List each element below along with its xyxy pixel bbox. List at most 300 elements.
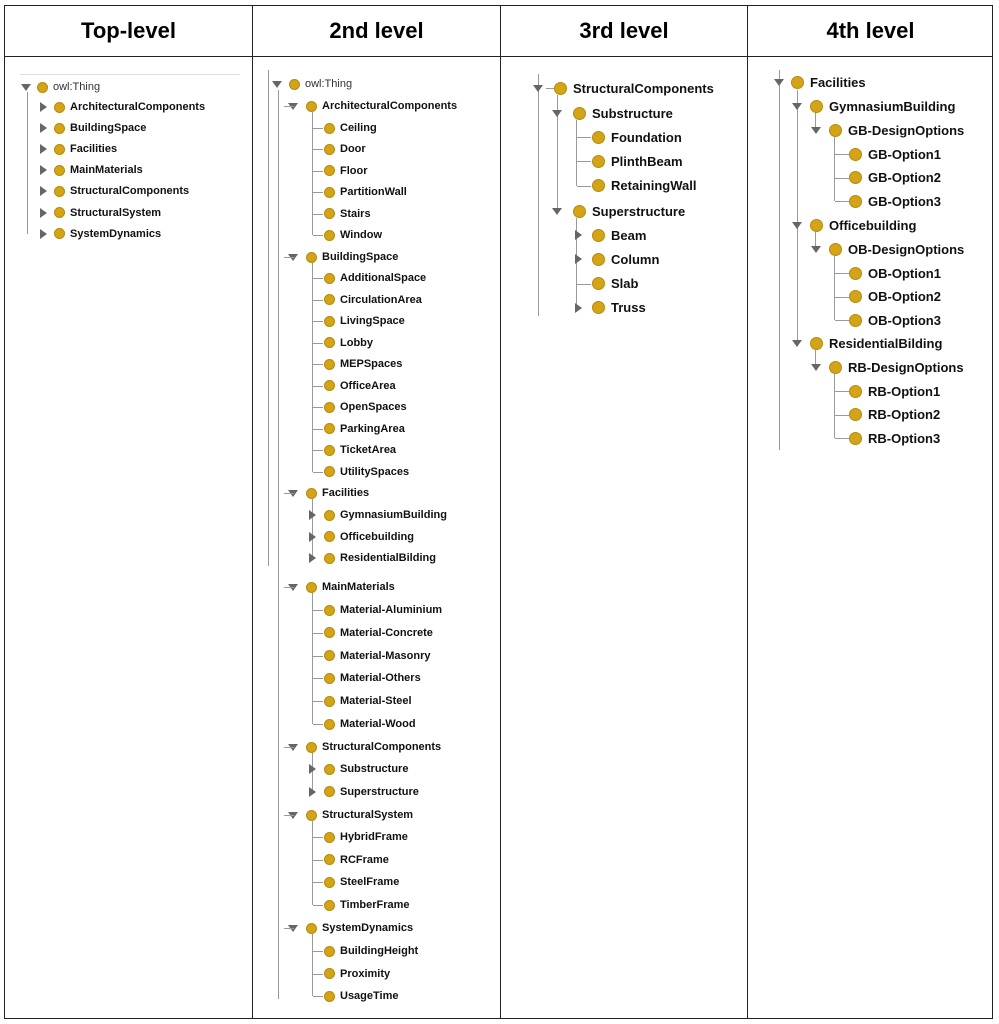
- class-dot-icon: [324, 991, 335, 1002]
- tree-node-label: AdditionalSpace: [340, 272, 427, 284]
- tree-connector: [577, 284, 591, 285]
- tree-node-label: ArchitecturalComponents: [322, 100, 458, 112]
- tree-node[interactable]: [306, 485, 369, 501]
- tree-node[interactable]: [849, 170, 941, 186]
- tree-node-label: UtilitySpaces: [340, 465, 410, 478]
- tree-connector: [835, 201, 849, 202]
- collapse-toggle-icon[interactable]: [811, 127, 821, 134]
- collapse-toggle-icon[interactable]: [774, 79, 784, 86]
- class-dot-icon: [324, 696, 335, 707]
- class-dot-icon: [324, 510, 335, 521]
- class-dot-icon: [849, 408, 862, 421]
- tree-node-label: GB-Option2: [868, 170, 941, 186]
- tree-connector: [577, 137, 591, 138]
- tree-connector: [278, 90, 279, 999]
- class-dot-icon: [324, 627, 335, 638]
- tree-node[interactable]: [324, 852, 389, 868]
- tree-node[interactable]: [324, 356, 402, 372]
- class-dot-icon: [592, 131, 605, 144]
- tree-connector: [268, 70, 269, 566]
- class-dot-icon: [306, 582, 317, 593]
- class-dot-icon: [324, 165, 335, 176]
- class-dot-icon: [324, 230, 335, 241]
- tree-connector: [313, 837, 323, 838]
- tree-node-label: RetainingWall: [611, 178, 697, 194]
- tree-node-label: TicketArea: [340, 444, 397, 456]
- class-dot-icon: [324, 187, 335, 198]
- tree-node[interactable]: [54, 205, 161, 221]
- expand-toggle-icon[interactable]: [40, 165, 47, 175]
- tree-node-label: GB-DesignOptions: [848, 122, 965, 138]
- expand-toggle-icon[interactable]: [309, 764, 316, 774]
- expand-toggle-icon[interactable]: [309, 553, 316, 563]
- expand-toggle-icon[interactable]: [575, 230, 582, 240]
- class-dot-icon: [324, 877, 335, 888]
- collapse-toggle-icon[interactable]: [272, 81, 282, 88]
- class-dot-icon: [592, 301, 605, 314]
- tree-node[interactable]: [573, 105, 673, 121]
- tree-node[interactable]: [829, 241, 964, 257]
- tree-connector: [313, 171, 323, 172]
- tree-node-label: Material-Concrete: [340, 626, 433, 639]
- column-title-second-level: 2nd level: [329, 18, 424, 43]
- tree-node[interactable]: [791, 74, 866, 90]
- tree-node[interactable]: [54, 99, 205, 115]
- tree-node-label: OpenSpaces: [340, 401, 407, 413]
- class-dot-icon: [324, 123, 335, 134]
- class-dot-icon: [54, 207, 65, 218]
- tree-connector: [313, 951, 323, 952]
- tree-node-label: OfficeArea: [340, 379, 396, 392]
- tree-node[interactable]: [306, 807, 413, 823]
- tree-node[interactable]: [324, 507, 447, 523]
- class-dot-icon: [324, 359, 335, 370]
- tree-node[interactable]: [306, 920, 413, 936]
- tree-node-label: GB-Option1: [868, 146, 941, 162]
- class-dot-icon: [810, 100, 823, 113]
- tree-node[interactable]: [306, 739, 441, 755]
- tree-node[interactable]: [324, 442, 396, 458]
- tree-node-label: RCFrame: [340, 853, 389, 866]
- tree-node-label: Facilities: [70, 143, 118, 156]
- tree-node[interactable]: [592, 129, 682, 145]
- tree-node[interactable]: [324, 378, 396, 394]
- tree-connector: [313, 214, 323, 215]
- class-dot-icon: [54, 102, 65, 113]
- tree-node[interactable]: [810, 335, 942, 351]
- tree-node-label: MainMaterials: [70, 164, 143, 177]
- tree-node[interactable]: [324, 292, 422, 308]
- expand-toggle-icon[interactable]: [40, 229, 47, 239]
- tree-node-label: Material-Aluminium: [340, 604, 443, 616]
- tree-connector: [538, 74, 539, 316]
- tree-node-label: Truss: [611, 300, 646, 316]
- collapse-toggle-icon[interactable]: [792, 340, 802, 347]
- tree-connector: [313, 300, 323, 301]
- class-dot-icon: [54, 144, 65, 155]
- class-dot-icon: [849, 290, 862, 303]
- tree-connector: [312, 934, 313, 996]
- tree-node[interactable]: [54, 120, 146, 136]
- tree-node-label: Facilities: [810, 74, 866, 90]
- class-dot-icon: [324, 402, 335, 413]
- tree-connector: [313, 149, 323, 150]
- tree-node-label: Officebuilding: [829, 217, 917, 233]
- tree-node-label: SteelFrame: [340, 876, 400, 889]
- tree-connector: [835, 320, 849, 321]
- tree-node[interactable]: [324, 966, 390, 982]
- expand-toggle-icon[interactable]: [40, 186, 47, 196]
- tree-connector: [834, 137, 835, 201]
- tree-node[interactable]: [324, 784, 419, 800]
- tree-node[interactable]: [324, 943, 418, 959]
- class-dot-icon: [306, 488, 317, 499]
- class-dot-icon: [324, 946, 335, 957]
- tree-node[interactable]: [849, 312, 941, 328]
- collapse-toggle-icon[interactable]: [792, 103, 802, 110]
- tree-node-label: MainMaterials: [322, 581, 395, 593]
- tree-node[interactable]: [306, 98, 457, 114]
- tree-node-label: Beam: [611, 227, 647, 243]
- tree-node-label: BuildingSpace: [322, 251, 399, 263]
- tree-connector: [284, 928, 294, 929]
- tree-node-label: Window: [340, 229, 383, 241]
- tree-node[interactable]: [324, 421, 405, 437]
- tree-node[interactable]: [592, 300, 646, 316]
- tree-node-label: owl:Thing: [53, 81, 101, 93]
- tree-node[interactable]: [573, 203, 685, 219]
- tree-node-label: RB-Option1: [868, 383, 941, 399]
- class-dot-icon: [37, 82, 48, 93]
- tree-node-label: Slab: [611, 276, 639, 292]
- expand-toggle-icon[interactable]: [309, 510, 316, 520]
- tree-node[interactable]: [324, 988, 399, 1004]
- tree-node-label: SystemDynamics: [322, 922, 414, 934]
- expand-toggle-icon[interactable]: [40, 123, 47, 133]
- class-dot-icon: [849, 171, 862, 184]
- tree-node-label: Proximity: [340, 967, 391, 980]
- tree-node[interactable]: [324, 761, 408, 777]
- tree-node[interactable]: [324, 206, 371, 222]
- collapse-toggle-icon[interactable]: [811, 364, 821, 371]
- expand-toggle-icon[interactable]: [40, 102, 47, 112]
- tree-connector: [313, 235, 323, 236]
- class-dot-icon: [829, 243, 842, 256]
- tree-node[interactable]: [592, 178, 696, 194]
- tree-connector: [284, 747, 294, 748]
- class-dot-icon: [324, 650, 335, 661]
- class-dot-icon: [324, 380, 335, 391]
- tree-node[interactable]: [849, 146, 941, 162]
- tree-node-label: Door: [340, 143, 366, 156]
- collapse-toggle-icon[interactable]: [552, 208, 562, 215]
- tree-node-label: StructuralComponents: [573, 80, 714, 96]
- tree-connector: [312, 499, 313, 558]
- tree-node[interactable]: [829, 359, 964, 375]
- class-dot-icon: [324, 605, 335, 616]
- tree-node-label: StructuralComponents: [322, 741, 442, 753]
- tree-node-label: ResidentialBilding: [340, 552, 436, 564]
- tree-node[interactable]: [324, 464, 409, 480]
- tree-node[interactable]: [54, 183, 189, 199]
- tree-node[interactable]: [324, 529, 414, 545]
- class-dot-icon: [324, 531, 335, 542]
- table-frame: [4, 5, 993, 1019]
- tree-node[interactable]: [324, 227, 382, 243]
- tree-node[interactable]: [554, 80, 714, 96]
- tree-node[interactable]: [849, 430, 940, 446]
- tree-node-label: Facilities: [322, 487, 370, 499]
- class-dot-icon: [324, 968, 335, 979]
- tree-node-label: OB-Option3: [868, 312, 941, 328]
- tree-connector: [797, 90, 798, 344]
- column-divider: [747, 5, 748, 1019]
- tree-connector: [835, 154, 849, 155]
- column-divider: [500, 5, 501, 1019]
- tree-node[interactable]: [324, 270, 426, 286]
- expand-toggle-icon[interactable]: [309, 532, 316, 542]
- class-dot-icon: [324, 719, 335, 730]
- tree-connector: [313, 364, 323, 365]
- tree-node-label: CirculationArea: [340, 293, 422, 306]
- tree-connector: [313, 974, 323, 975]
- tree-connector: [27, 92, 28, 234]
- tree-node-label: RB-Option3: [868, 430, 941, 446]
- tree-connector: [312, 263, 313, 472]
- class-dot-icon: [306, 252, 317, 263]
- tree-connector: [313, 996, 323, 997]
- tree-node[interactable]: [849, 193, 941, 209]
- class-dot-icon: [324, 764, 335, 775]
- tree-node-label: Material-Steel: [340, 695, 412, 708]
- tree-node[interactable]: [324, 141, 366, 157]
- tree-node[interactable]: [849, 383, 940, 399]
- column-divider: [252, 5, 253, 1019]
- tree-connector: [835, 415, 849, 416]
- panel-separator: [20, 74, 240, 75]
- tree-node[interactable]: [324, 335, 373, 351]
- tree-node[interactable]: [306, 579, 395, 595]
- class-dot-icon: [849, 195, 862, 208]
- column-title-third-level: 3rd level: [579, 18, 669, 43]
- tree-connector: [834, 374, 835, 438]
- collapse-toggle-icon[interactable]: [552, 110, 562, 117]
- tree-node[interactable]: [592, 227, 646, 243]
- tree-node[interactable]: [324, 648, 430, 664]
- tree-node-label: Superstructure: [340, 785, 419, 798]
- class-dot-icon: [324, 208, 335, 219]
- tree-node-label: StructuralComponents: [70, 185, 190, 198]
- tree-node-label: Substructure: [340, 763, 409, 775]
- expand-toggle-icon[interactable]: [575, 303, 582, 313]
- tree-node[interactable]: [324, 313, 405, 329]
- tree-node-label: BuildingHeight: [340, 945, 419, 957]
- tree-node[interactable]: [849, 289, 941, 305]
- tree-node[interactable]: [324, 874, 399, 890]
- column-title-top-level: Top-level: [81, 18, 176, 43]
- expand-toggle-icon[interactable]: [309, 787, 316, 797]
- tree-node[interactable]: [324, 120, 377, 136]
- class-dot-icon: [849, 267, 862, 280]
- class-dot-icon: [324, 273, 335, 284]
- class-dot-icon: [592, 253, 605, 266]
- tree-node-label: ArchitecturalComponents: [70, 101, 206, 113]
- class-dot-icon: [324, 900, 335, 911]
- class-dot-icon: [289, 79, 300, 90]
- tree-connector: [312, 593, 313, 724]
- tree-node[interactable]: [592, 153, 683, 169]
- tree-connector: [313, 724, 323, 725]
- class-dot-icon: [54, 165, 65, 176]
- expand-toggle-icon[interactable]: [575, 254, 582, 264]
- tree-node-label: GymnasiumBuilding: [340, 509, 447, 521]
- class-dot-icon: [829, 361, 842, 374]
- tree-node[interactable]: [324, 163, 368, 179]
- tree-node-label: OB-DesignOptions: [848, 241, 965, 257]
- tree-node[interactable]: [324, 716, 416, 732]
- tree-node-label: UsageTime: [340, 990, 399, 1003]
- tree-node-label: Lobby: [340, 336, 373, 349]
- tree-node-label: StructuralSystem: [70, 206, 162, 219]
- class-dot-icon: [54, 228, 65, 239]
- tree-node[interactable]: [54, 141, 117, 157]
- tree-node[interactable]: [324, 693, 412, 709]
- tree-node-label: RB-DesignOptions: [848, 359, 964, 375]
- collapse-toggle-icon[interactable]: [533, 85, 543, 92]
- tree-node[interactable]: [592, 251, 659, 267]
- tree-node-label: GymnasiumBuilding: [829, 98, 956, 114]
- class-dot-icon: [324, 854, 335, 865]
- tree-connector: [313, 386, 323, 387]
- collapse-toggle-icon[interactable]: [792, 222, 802, 229]
- tree-connector: [313, 429, 323, 430]
- class-dot-icon: [324, 144, 335, 155]
- tree-node-label: Officebuilding: [340, 530, 414, 543]
- tree-connector: [835, 297, 849, 298]
- tree-node-label: PlinthBeam: [611, 153, 683, 169]
- tree-connector: [577, 186, 591, 187]
- class-dot-icon: [791, 76, 804, 89]
- tree-node[interactable]: [54, 162, 143, 178]
- tree-connector: [313, 128, 323, 129]
- tree-connector: [546, 88, 554, 89]
- tree-node[interactable]: [324, 829, 408, 845]
- tree-connector: [313, 905, 323, 906]
- tree-node[interactable]: [849, 407, 940, 423]
- expand-toggle-icon[interactable]: [40, 144, 47, 154]
- tree-node-label: Stairs: [340, 207, 371, 220]
- tree-node-label: Ceiling: [340, 122, 377, 134]
- class-dot-icon: [849, 148, 862, 161]
- tree-node-label: MEPSpaces: [340, 358, 403, 370]
- class-dot-icon: [592, 155, 605, 168]
- tree-node-label: Material-Others: [340, 672, 421, 685]
- tree-connector: [313, 860, 323, 861]
- tree-connector: [779, 70, 780, 450]
- tree-connector: [313, 701, 323, 702]
- class-dot-icon: [592, 277, 605, 290]
- header-divider: [4, 56, 993, 57]
- tree-connector: [835, 178, 849, 179]
- tree-node[interactable]: [810, 98, 955, 114]
- tree-node-label: owl:Thing: [305, 78, 353, 90]
- column-title-fourth-level: 4th level: [826, 18, 915, 43]
- tree-connector: [313, 610, 323, 611]
- tree-node[interactable]: [324, 897, 410, 913]
- tree-connector: [313, 656, 323, 657]
- tree-node-label: Floor: [340, 164, 368, 177]
- tree-connector: [313, 633, 323, 634]
- tree-connector: [313, 321, 323, 322]
- tree-node[interactable]: [306, 249, 398, 265]
- tree-connector: [835, 438, 849, 439]
- tree-node[interactable]: [289, 76, 352, 92]
- tree-node[interactable]: [37, 79, 100, 95]
- tree-connector: [284, 257, 294, 258]
- tree-connector: [313, 343, 323, 344]
- class-dot-icon: [306, 101, 317, 112]
- tree-node[interactable]: [324, 625, 433, 641]
- tree-node-label: StructuralSystem: [322, 809, 414, 821]
- tree-connector: [834, 256, 835, 320]
- tree-node[interactable]: [849, 265, 941, 281]
- tree-node-label: BuildingSpace: [70, 122, 147, 135]
- expand-toggle-icon[interactable]: [40, 208, 47, 218]
- tree-node[interactable]: [54, 226, 161, 242]
- tree-node[interactable]: [324, 602, 442, 618]
- tree-connector: [313, 450, 323, 451]
- tree-connector: [313, 192, 323, 193]
- tree-connector: [284, 493, 294, 494]
- tree-node[interactable]: [592, 276, 638, 292]
- tree-node-label: ResidentialBilding: [829, 335, 943, 351]
- tree-node[interactable]: [829, 122, 964, 138]
- class-dot-icon: [849, 314, 862, 327]
- tree-node-label: SystemDynamics: [70, 227, 162, 240]
- tree-connector: [284, 587, 294, 588]
- tree-connector: [312, 112, 313, 235]
- tree-node[interactable]: [324, 399, 407, 415]
- class-dot-icon: [849, 432, 862, 445]
- tree-connector: [835, 273, 849, 274]
- tree-node[interactable]: [324, 184, 407, 200]
- tree-node-label: Material-Masonry: [340, 649, 431, 662]
- tree-node[interactable]: [324, 550, 436, 566]
- class-dot-icon: [810, 219, 823, 232]
- tree-node-label: GB-Option3: [868, 193, 941, 209]
- tree-node-label: Material-Wood: [340, 718, 416, 730]
- tree-node[interactable]: [324, 670, 421, 686]
- class-dot-icon: [324, 553, 335, 564]
- tree-node[interactable]: [810, 217, 916, 233]
- class-dot-icon: [324, 673, 335, 684]
- class-dot-icon: [849, 385, 862, 398]
- tree-node-label: OB-Option2: [868, 289, 941, 305]
- tree-node-label: RB-Option2: [868, 407, 941, 423]
- collapse-toggle-icon[interactable]: [811, 246, 821, 253]
- class-dot-icon: [324, 294, 335, 305]
- tree-connector: [312, 821, 313, 905]
- class-dot-icon: [306, 810, 317, 821]
- tree-connector: [284, 815, 294, 816]
- collapse-toggle-icon[interactable]: [21, 84, 31, 91]
- tree-connector: [835, 391, 849, 392]
- tree-node-label: PartitionWall: [340, 186, 407, 199]
- tree-connector: [577, 161, 591, 162]
- class-dot-icon: [306, 923, 317, 934]
- tree-node-label: OB-Option1: [868, 265, 941, 281]
- class-dot-icon: [573, 205, 586, 218]
